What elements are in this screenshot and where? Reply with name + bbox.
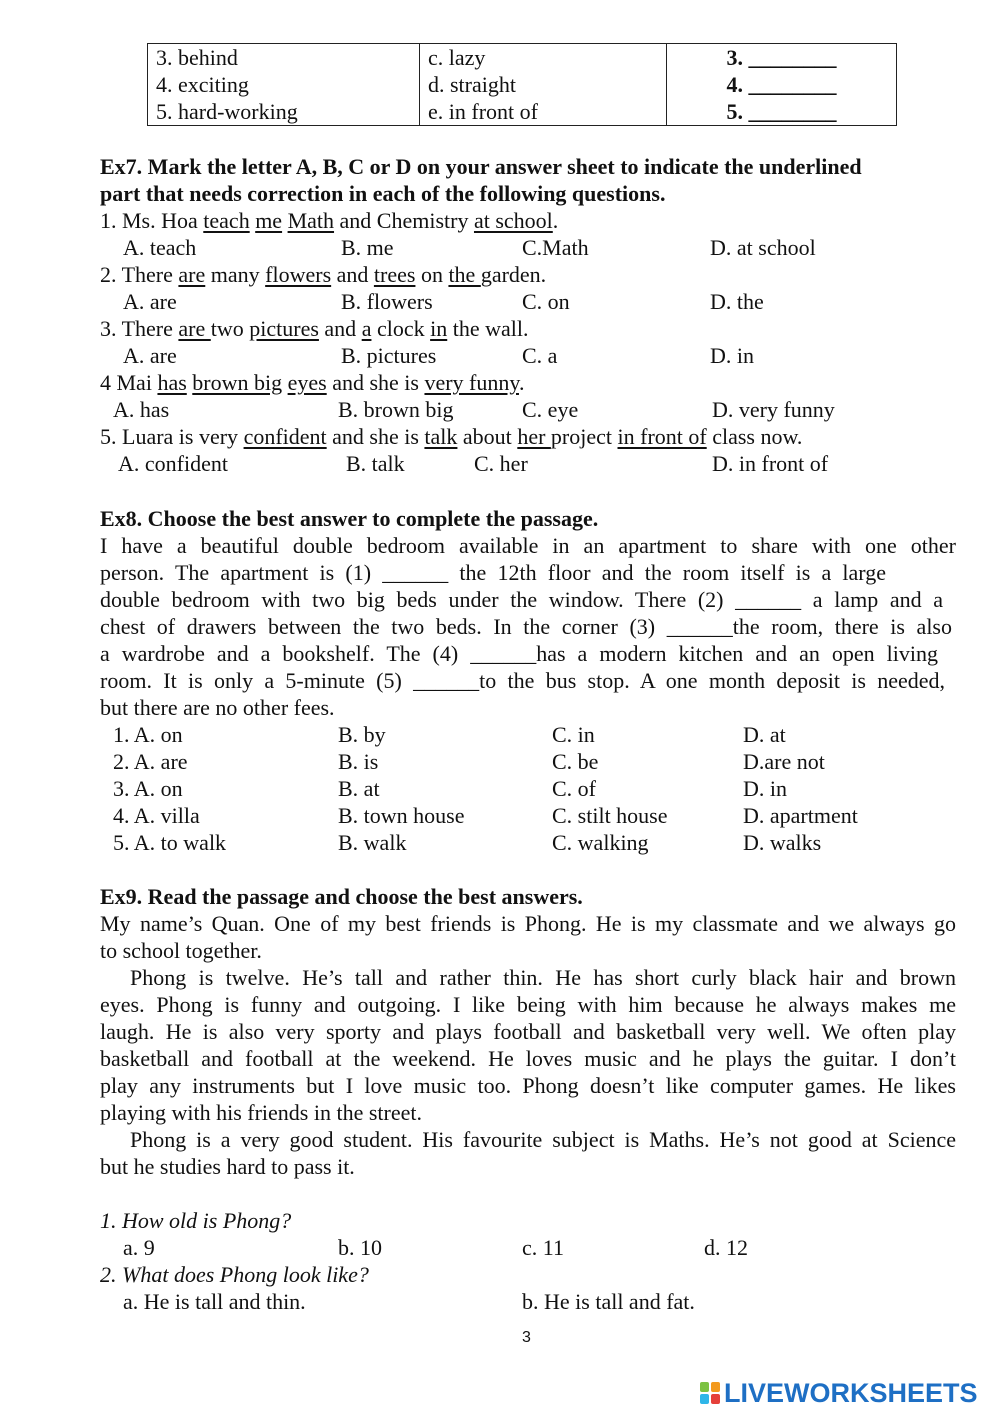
- option-d[interactable]: D.are not: [743, 749, 825, 774]
- option-d[interactable]: d. 12: [704, 1235, 748, 1260]
- ex7-title-line-2: part that needs correction in each of the following questions.: [100, 181, 666, 206]
- underlined-part: are: [178, 262, 206, 287]
- underlined-part: confident: [243, 424, 327, 449]
- passage-line: a wardrobe and a bookshelf. The (4) ______has a modern kitchen and an open living: [100, 641, 938, 666]
- table-cell: 4. exciting: [148, 71, 420, 98]
- option-b[interactable]: B. brown big: [338, 397, 454, 422]
- option-b[interactable]: B. town house: [338, 803, 465, 828]
- underlined-part: pictures: [249, 316, 319, 341]
- text-segment: and: [331, 262, 374, 287]
- passage-line: chest of drawers between the two beds. In the corner (3) ______the room, there is also: [100, 614, 952, 639]
- option-d[interactable]: D. at school: [710, 235, 816, 260]
- table-row: [148, 98, 897, 126]
- ex8-title: Ex8. Choose the best answer to complete the passage.: [100, 506, 599, 531]
- option-c[interactable]: C. walking: [552, 830, 649, 855]
- matching-table: [147, 43, 897, 126]
- ex7-question-3: [100, 315, 529, 342]
- text-segment: 3. There: [100, 316, 179, 341]
- ex7-question-1: [100, 207, 558, 234]
- liveworksheets-logo[interactable]: [700, 1378, 978, 1408]
- option-d[interactable]: D. in: [710, 343, 754, 368]
- text-segment: on: [415, 262, 449, 287]
- logo-text: LIVEWORKSHEETS: [724, 1377, 978, 1408]
- text-segment: class now.: [706, 424, 803, 449]
- option-b[interactable]: b. 10: [338, 1235, 382, 1260]
- underlined-part: me: [255, 208, 283, 233]
- answer-blank[interactable]: 4. ________: [667, 71, 897, 98]
- option-b[interactable]: B. walk: [338, 830, 407, 855]
- option-c[interactable]: C. stilt house: [552, 803, 668, 828]
- underlined-part: are: [178, 316, 211, 341]
- underlined-part: Math: [287, 208, 335, 233]
- page-number: 3: [522, 1329, 531, 1346]
- option-a[interactable]: 1. A. on: [113, 722, 183, 747]
- text-segment: and she is: [326, 424, 425, 449]
- ex7-question-5: [100, 423, 802, 450]
- logo-icon: [700, 1382, 720, 1404]
- option-a[interactable]: A. has: [113, 397, 170, 422]
- option-c[interactable]: C.Math: [522, 235, 589, 260]
- table-row: [148, 71, 897, 98]
- text-segment: two: [210, 316, 250, 341]
- table-cell: c. lazy: [420, 44, 667, 72]
- table-cell: 3. behind: [148, 44, 420, 72]
- option-a[interactable]: A. are: [123, 289, 177, 314]
- text-segment: 2. There: [100, 262, 179, 287]
- option-a[interactable]: a. He is tall and thin.: [123, 1289, 306, 1314]
- option-d[interactable]: D. very funny: [712, 397, 835, 422]
- passage-line: My name’s Quan. One of my best friends is Phong. He is my classmate and we always go: [100, 911, 956, 936]
- text-segment: 1. Ms. Hoa: [100, 208, 204, 233]
- ex7-question-4: [100, 369, 524, 396]
- option-a[interactable]: A. teach: [123, 235, 197, 260]
- underlined-part: her: [517, 424, 551, 449]
- option-b[interactable]: B. flowers: [341, 289, 433, 314]
- underlined-part: in front of: [617, 424, 707, 449]
- text-segment: about: [457, 424, 518, 449]
- passage-line: to school together.: [100, 938, 262, 963]
- passage-line: laugh. He is also very sporty and plays football and basketball very well. We often play: [100, 1019, 956, 1044]
- text-segment: 4 Mai: [100, 370, 158, 395]
- option-b[interactable]: B. talk: [346, 451, 405, 476]
- text-segment: and she is: [326, 370, 425, 395]
- option-b[interactable]: B. by: [338, 722, 386, 747]
- passage-line: double bedroom with two big beds under the window. There (2) ______ a lamp and a: [100, 587, 943, 612]
- option-b[interactable]: B. me: [341, 235, 394, 260]
- option-a[interactable]: 3. A. on: [113, 776, 183, 801]
- passage-line: Phong is twelve. He’s tall and rather thin. He has short curly black hair and brown: [130, 965, 956, 990]
- ex9-passage: [100, 910, 956, 1180]
- option-a[interactable]: A. are: [123, 343, 177, 368]
- passage-line: play any instruments but I love music too. Phong doesn’t like computer games. He likes: [100, 1073, 956, 1098]
- option-b[interactable]: B. is: [338, 749, 379, 774]
- underlined-part: flowers: [265, 262, 332, 287]
- passage-line: room. It is only a 5-minute (5) ______to the bus stop. A one month deposit is needed,: [100, 668, 945, 693]
- ex7-question-2: [100, 261, 546, 288]
- text-segment: the wall.: [447, 316, 529, 341]
- text-segment: .: [552, 208, 559, 233]
- underlined-part: talk: [424, 424, 458, 449]
- ex9-question-1: 1. How old is Phong?: [100, 1208, 292, 1233]
- text-segment: garden.: [480, 262, 547, 287]
- option-c[interactable]: C. be: [552, 749, 599, 774]
- option-d[interactable]: D. the: [710, 289, 764, 314]
- underlined-part: a: [361, 316, 372, 341]
- answer-blank[interactable]: 3. ________: [667, 44, 897, 72]
- underlined-part: brown big: [192, 370, 283, 395]
- underlined-part: has: [157, 370, 187, 395]
- table-cell: e. in front of: [420, 98, 667, 126]
- option-a[interactable]: 4. A. villa: [113, 803, 200, 828]
- underlined-part: in: [430, 316, 448, 341]
- passage-line: but there are no other fees.: [100, 695, 335, 720]
- ex9-title: Ex9. Read the passage and choose the best answers.: [100, 884, 583, 909]
- underlined-part: very funny: [424, 370, 519, 395]
- passage-line: person. The apartment is (1) ______ the 12th floor and the room itself is a large: [100, 560, 886, 585]
- option-c[interactable]: C. a: [522, 343, 558, 368]
- option-d[interactable]: D. in: [743, 776, 787, 801]
- option-a[interactable]: A. confident: [118, 451, 228, 476]
- option-c[interactable]: C. on: [522, 289, 570, 314]
- table-cell: d. straight: [420, 71, 667, 98]
- text-segment: project: [550, 424, 618, 449]
- option-d[interactable]: D. apartment: [743, 803, 858, 828]
- option-c[interactable]: C. eye: [522, 397, 579, 422]
- text-segment: and Chemistry: [334, 208, 474, 233]
- ex7-title-line-1: Ex7. Mark the letter A, B, C or D on your answer sheet to indicate the underlined: [100, 154, 862, 179]
- option-b[interactable]: B. pictures: [341, 343, 437, 368]
- text-segment: many: [205, 262, 266, 287]
- ex9-question-2: 2. What does Phong look like?: [100, 1262, 369, 1287]
- option-c[interactable]: C. of: [552, 776, 596, 801]
- option-d[interactable]: D. at: [743, 722, 786, 747]
- option-a[interactable]: 2. A. are: [113, 749, 188, 774]
- ex8-passage: [100, 532, 956, 721]
- text-segment: 5. Luara is very: [100, 424, 244, 449]
- underlined-part: at school: [473, 208, 553, 233]
- option-c[interactable]: c. 11: [522, 1235, 564, 1260]
- option-a[interactable]: a. 9: [123, 1235, 155, 1260]
- underlined-part: eyes: [287, 370, 327, 395]
- passage-line: I have a beautiful double bedroom available in an apartment to share with one other: [100, 533, 956, 558]
- option-c[interactable]: C. in: [552, 722, 595, 747]
- option-d[interactable]: D. in front of: [712, 451, 829, 476]
- passage-line: basketball and football at the weekend. He loves music and he plays the guitar. I don’t: [100, 1046, 956, 1071]
- text-segment: clock: [371, 316, 431, 341]
- passage-line: but he studies hard to pass it.: [100, 1154, 355, 1179]
- table-row: [148, 44, 897, 72]
- passage-line: playing with his friends in the street.: [100, 1100, 422, 1125]
- option-a[interactable]: 5. A. to walk: [113, 830, 227, 855]
- table-cell: 5. hard-working: [148, 98, 420, 126]
- passage-line: eyes. Phong is funny and outgoing. I like being with him because he always makes me: [100, 992, 956, 1017]
- underlined-part: teach: [203, 208, 250, 233]
- option-b[interactable]: B. at: [338, 776, 380, 801]
- text-segment: .: [518, 370, 525, 395]
- answer-blank[interactable]: 5. ________: [667, 98, 897, 126]
- option-d[interactable]: D. walks: [743, 830, 822, 855]
- underlined-part: the: [448, 262, 481, 287]
- passage-line: Phong is a very good student. His favourite subject is Maths. He’s not good at Science: [130, 1127, 956, 1152]
- text-segment: and: [318, 316, 362, 341]
- underlined-part: trees: [373, 262, 416, 287]
- option-c[interactable]: C. her: [474, 451, 528, 476]
- option-b[interactable]: b. He is tall and fat.: [522, 1289, 695, 1314]
